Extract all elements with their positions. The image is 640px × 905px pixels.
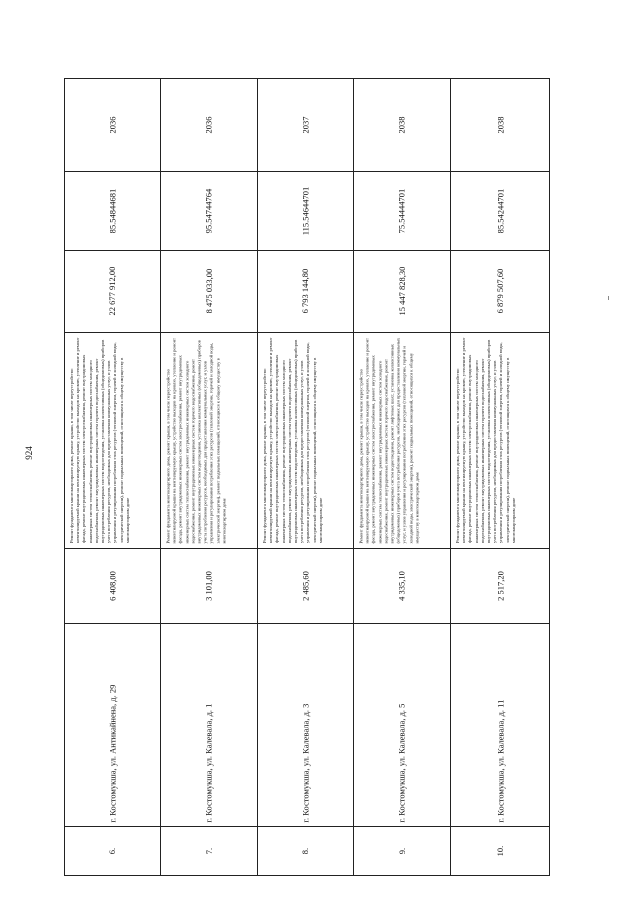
- row-address: г. Костомукша, ул. Калевала, д. 11: [495, 699, 505, 822]
- row-code: 95.54744764: [203, 188, 214, 233]
- row-num: 8.: [300, 847, 310, 855]
- row-area: 6 408,00: [107, 570, 117, 601]
- row-year: 2038: [495, 116, 505, 133]
- row-cost: 8 475 033,00: [203, 268, 214, 314]
- row-divider: [160, 78, 161, 876]
- row-year: 2036: [107, 116, 117, 133]
- rotated-table: [64, 78, 550, 876]
- row-year: 2036: [203, 116, 214, 133]
- row-num: 7.: [203, 847, 214, 855]
- row-cost: 15 447 828,30: [396, 266, 407, 316]
- row-address: г. Костомукша, ул. Калевала, д. 3: [300, 703, 310, 822]
- row-works-description: Ремонт фундамента многоквартирного дома, ремонт крыши, в том числе переустройство невентилируемой крыши на вентилируемую крышу, устройство выходов на кровлю, утепление и ремонт фасада, ремонт внутридомовых инженерных систем электроснабжения, ремонт внутридомовых инженерных систем теплоснабжения, ремонт внутридомовых инженерных систем холодного водоснабжения, ремонт внутридомовых инженерных систем горячего водоснабжения, ремонт внутридомовых инженерных систем водоотведения, установка коллективных (общедомовых) приборов учета потребления ресурсов, необходимых для предоставления коммунальных услуг, и узлов управления и регулирования потребления этих ресурсов (тепловой энергии, горячей и холодной воды, электрической энергии), ремонт подвальных помещений, относящихся к общему имуществу в многоквартирном доме: [262, 337, 323, 543]
- row-area: 4 335,10: [396, 570, 407, 601]
- row-cost: 22 677 912,00: [107, 266, 117, 316]
- row-num: 9.: [396, 847, 407, 855]
- row-address: г. Костомукша, ул. Калевала, д. 5: [396, 703, 407, 822]
- row-works-description: Ремонт фундамента многоквартирного дома, ремонт крыши, в том числе переустройство невентилируемой крыши на вентилируемую крышу, устройство выходов на кровлю, утепление и ремонт фасада, ремонт внутридомовых инженерных систем электроснабжения, ремонт внутридомовых инженерных систем теплоснабжения, ремонт внутридомовых инженерных систем холодного водоснабжения, ремонт внутридомовых инженерных систем горячего водоснабжения, ремонт внутридомовых инженерных систем водоотведения, установка коллективных (общедомовых) приборов учета потребления ресурсов, необходимых для предоставления коммунальных услуг, и узлов управления и регулирования потребления этих ресурсов (тепловой энергии, горячей и холодной воды, электрической энергии), ремонт подвальных помещений, относящихся к общему имуществу в многоквартирном доме: [69, 337, 130, 543]
- row-works-description: Ремонт фундамента многоквартирного дома, ремонт крыши, в том числе переустройство невентилируемой крыши на вентилируемую крышу, устройство выходов на кровлю, утепление и ремонт фасада, ремонт внутридомовых инженерных систем электроснабжения, ремонт внутридомовых инженерных систем теплоснабжения, ремонт внутридомовых инженерных систем холодного водоснабжения, ремонт внутридомовых инженерных систем горячего водоснабжения, ремонт внутридомовых инженерных систем водоотведения, ремонт лифтовых шахт, установка коллективных (общедомовых) приборов учета потребления ресурсов, необходимых для предоставления коммунальных услуг, и узлов управления и регулирования потребления этих ресурсов (тепловой энергии, горячей и холодной воды, электрической энергии), ремонт подвальных помещений, относящихся к общему имуществу в многоквартирном доме: [358, 337, 419, 543]
- row-code: 75.54444701: [396, 188, 407, 233]
- row-works-description: Ремонт фундамента многоквартирного дома, ремонт крыши, в том числе переустройство невентилируемой крыши на вентилируемую крышу, устройство выходов на кровлю, утепление и ремонт фасада, ремонт внутридомовых инженерных систем электроснабжения, ремонт внутридомовых инженерных систем теплоснабжения, ремонт внутридомовых инженерных систем холодного водоснабжения, ремонт внутридомовых инженерных систем горячего водоснабжения, ремонт внутридомовых инженерных систем водоотведения, установка коллективных (общедомовых) приборов учета потребления ресурсов, необходимых для предоставления коммунальных услуг, и узлов управления и регулирования потребления этих ресурсов (тепловой энергии, горячей и холодной воды, электрической энергии), ремонт подвальных помещений, относящихся к общему имуществу в многоквартирном доме: [165, 337, 226, 543]
- row-cost: 6 879 507,60: [495, 268, 505, 314]
- scan-mark: [608, 296, 609, 300]
- row-area: 2 517,20: [495, 570, 505, 601]
- row-divider: [353, 78, 354, 876]
- row-divider: [257, 78, 258, 876]
- row-divider: [450, 78, 451, 876]
- row-works-description: Ремонт фундамента многоквартирного дома, ремонт крыши, в том числе переустройство невентилируемой крыши на вентилируемую крышу, устройство выходов на кровлю, утепление и ремонт фасада, ремонт внутридомовых инженерных систем электроснабжения, ремонт внутридомовых инженерных систем теплоснабжения, ремонт внутридомовых инженерных систем холодного водоснабжения, ремонт внутридомовых инженерных систем горячего водоснабжения, ремонт внутридомовых инженерных систем водоотведения, установка коллективных (общедомовых) приборов учета потребления ресурсов, необходимых для предоставления коммунальных услуг, и узлов управления и регулирования потребления этих ресурсов (тепловой энергии, горячей и холодной воды, электрической энергии), ремонт подвальных помещений, относящихся к общему имуществу в многоквартирном доме: [455, 337, 516, 543]
- col-divider: [64, 332, 550, 333]
- row-year: 2038: [396, 116, 407, 133]
- row-code: 85.54244701: [495, 188, 505, 233]
- row-num: 6.: [107, 847, 117, 855]
- row-area: 3 101,00: [203, 570, 214, 601]
- row-year: 2037: [300, 116, 310, 133]
- row-cost: 6 793 144,80: [300, 268, 310, 314]
- row-area: 2 485,60: [300, 570, 310, 601]
- row-code: 85.54844681: [107, 188, 117, 233]
- row-num: 10.: [495, 845, 505, 857]
- row-address: г. Костомукша, ул. Калевала, д. 1: [203, 703, 214, 822]
- row-address: г. Костомукша, ул. Антикайнена, д. 29: [107, 684, 117, 822]
- row-code: 115.54644701: [300, 186, 310, 235]
- page-number: 924: [23, 446, 34, 460]
